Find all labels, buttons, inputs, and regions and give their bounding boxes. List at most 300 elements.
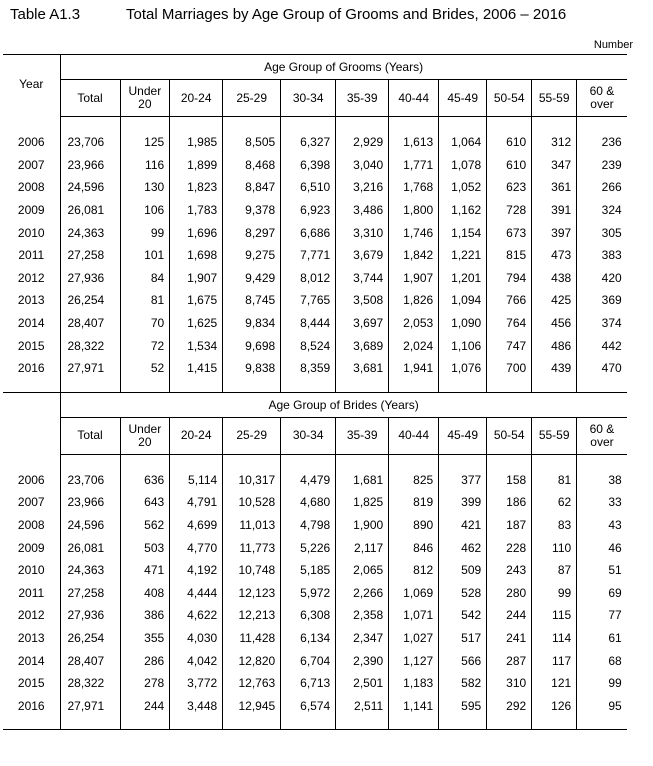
spacer: [170, 117, 223, 132]
year-header-blank: [3, 417, 60, 454]
brides-column-header-9: 55-59: [532, 417, 577, 454]
brides-value-cell: 24,596: [60, 514, 120, 537]
brides-table-row: [3, 536, 627, 559]
grooms-column-header-5: 35-39: [336, 80, 389, 117]
brides-value-cell: 846: [389, 536, 439, 559]
grooms-value-cell: 6,923: [281, 199, 336, 222]
brides-table-row: [3, 604, 627, 627]
brides-column-header-3: 25-29: [223, 417, 281, 454]
brides-value-cell: 12,763: [223, 672, 281, 695]
spacer: [281, 380, 336, 393]
table-number: Table A1.3: [10, 6, 81, 23]
brides-value-cell: 126: [532, 694, 577, 717]
grooms-value-cell: 1,823: [170, 176, 223, 199]
brides-value-cell: 11,428: [223, 627, 281, 650]
spacer: [3, 454, 60, 469]
brides-column-header-7: 45-49: [439, 417, 487, 454]
brides-value-cell: 1,127: [389, 649, 439, 672]
brides-value-cell: 4,192: [170, 559, 223, 582]
spacer: [336, 117, 389, 132]
brides-table-row: [3, 559, 627, 582]
year-cell: 2008: [17, 180, 45, 195]
grooms-value-cell: 26,081: [60, 199, 120, 222]
spacer: [577, 717, 627, 730]
grooms-table-row: [3, 267, 627, 290]
brides-value-cell: 582: [439, 672, 487, 695]
spacer: [223, 380, 281, 393]
grooms-value-cell: 27,936: [60, 267, 120, 290]
grooms-value-cell: 486: [532, 334, 577, 357]
spacer: [439, 717, 487, 730]
brides-value-cell: 33: [577, 491, 627, 514]
brides-value-cell: 4,042: [170, 649, 223, 672]
grooms-value-cell: 23,706: [60, 131, 120, 154]
year-cell: 2009: [17, 540, 45, 555]
spacer: [60, 717, 120, 730]
grooms-value-cell: 3,310: [336, 221, 389, 244]
brides-value-cell: 27,258: [60, 582, 120, 605]
grooms-value-cell: 8,468: [223, 154, 281, 177]
brides-value-cell: 566: [439, 649, 487, 672]
brides-value-cell: 1,681: [336, 469, 389, 492]
spacer: [532, 454, 577, 469]
spacer: [487, 454, 532, 469]
grooms-value-cell: 1,800: [389, 199, 439, 222]
grooms-value-cell: 8,505: [223, 131, 281, 154]
grooms-value-cell: 764: [487, 312, 532, 335]
grooms-value-cell: 7,765: [281, 289, 336, 312]
grooms-value-cell: 1,771: [389, 154, 439, 177]
brides-value-cell: 4,479: [281, 469, 336, 492]
brides-value-cell: 1,069: [389, 582, 439, 605]
grooms-value-cell: 27,258: [60, 244, 120, 267]
grooms-value-cell: 28,407: [60, 312, 120, 335]
brides-value-cell: 5,185: [281, 559, 336, 582]
brides-value-cell: 1,183: [389, 672, 439, 695]
brides-column-header-1: Under 20: [120, 417, 170, 454]
spacer: [336, 380, 389, 393]
spacer: [281, 454, 336, 469]
brides-value-cell: 2,065: [336, 559, 389, 582]
grooms-value-cell: 24,596: [60, 176, 120, 199]
brides-value-cell: 386: [120, 604, 170, 627]
grooms-value-cell: 1,907: [170, 267, 223, 290]
brides-value-cell: 27,971: [60, 694, 120, 717]
grooms-value-cell: 9,378: [223, 199, 281, 222]
brides-value-cell: 2,347: [336, 627, 389, 650]
brides-value-cell: 1,825: [336, 491, 389, 514]
grooms-value-cell: 425: [532, 289, 577, 312]
brides-value-cell: 825: [389, 469, 439, 492]
year-cell: 2010: [17, 225, 45, 240]
grooms-value-cell: 1,154: [439, 221, 487, 244]
spacer: [487, 717, 532, 730]
year-cell: 2012: [17, 270, 45, 285]
year-cell: 2011: [18, 248, 45, 263]
brides-group-heading: Age Group of Brides (Years): [60, 392, 627, 417]
brides-value-cell: 12,123: [223, 582, 281, 605]
year-cell: 2009: [17, 203, 45, 218]
grooms-table-row: [3, 334, 627, 357]
grooms-column-header-10: 60 & over: [577, 80, 627, 117]
grooms-value-cell: 7,771: [281, 244, 336, 267]
year-cell: 2016: [17, 698, 45, 713]
grooms-value-cell: 1,064: [439, 131, 487, 154]
grooms-value-cell: 2,929: [336, 131, 389, 154]
grooms-value-cell: 397: [532, 221, 577, 244]
brides-value-cell: 292: [487, 694, 532, 717]
brides-value-cell: 562: [120, 514, 170, 537]
brides-column-header-6: 40-44: [389, 417, 439, 454]
year-cell: 2013: [17, 293, 45, 308]
grooms-value-cell: 28,322: [60, 334, 120, 357]
brides-value-cell: 121: [532, 672, 577, 695]
brides-value-cell: 6,574: [281, 694, 336, 717]
brides-value-cell: 228: [487, 536, 532, 559]
spacer: [170, 717, 223, 730]
unit-label: Number: [593, 39, 633, 51]
grooms-column-header-8: 50-54: [487, 80, 532, 117]
grooms-value-cell: 1,941: [389, 357, 439, 380]
brides-value-cell: 114: [532, 627, 577, 650]
brides-value-cell: 4,444: [170, 582, 223, 605]
brides-value-cell: 23,706: [60, 469, 120, 492]
year-cell: 2016: [17, 361, 45, 376]
brides-value-cell: 10,317: [223, 469, 281, 492]
brides-table-row: [3, 627, 627, 650]
spacer: [170, 454, 223, 469]
spacer: [487, 117, 532, 132]
grooms-value-cell: 81: [120, 289, 170, 312]
grooms-value-cell: 3,040: [336, 154, 389, 177]
spacer: [389, 117, 439, 132]
grooms-value-cell: 1,675: [170, 289, 223, 312]
brides-value-cell: 1,071: [389, 604, 439, 627]
brides-value-cell: 890: [389, 514, 439, 537]
brides-value-cell: 528: [439, 582, 487, 605]
brides-value-cell: 310: [487, 672, 532, 695]
grooms-value-cell: 6,327: [281, 131, 336, 154]
grooms-value-cell: 312: [532, 131, 577, 154]
brides-value-cell: 87: [532, 559, 577, 582]
grooms-value-cell: 8,444: [281, 312, 336, 335]
grooms-value-cell: 1,415: [170, 357, 223, 380]
grooms-value-cell: 52: [120, 357, 170, 380]
brides-value-cell: 27,936: [60, 604, 120, 627]
brides-value-cell: 23,966: [60, 491, 120, 514]
brides-value-cell: 99: [532, 582, 577, 605]
brides-value-cell: 1,141: [389, 694, 439, 717]
grooms-value-cell: 815: [487, 244, 532, 267]
grooms-value-cell: 1,907: [389, 267, 439, 290]
brides-value-cell: 399: [439, 491, 487, 514]
grooms-value-cell: 305: [577, 221, 627, 244]
year-cell: 2007: [17, 495, 45, 510]
year-header: Year: [3, 55, 60, 117]
table-title: [10, 6, 650, 23]
spacer: [120, 117, 170, 132]
spacer: [532, 117, 577, 132]
spacer: [120, 380, 170, 393]
grooms-value-cell: 84: [120, 267, 170, 290]
spacer: [487, 380, 532, 393]
year-cell: 2012: [17, 608, 45, 623]
grooms-value-cell: 239: [577, 154, 627, 177]
brides-value-cell: 110: [532, 536, 577, 559]
grooms-value-cell: 1,076: [439, 357, 487, 380]
grooms-value-cell: 3,508: [336, 289, 389, 312]
brides-table-row: [3, 672, 627, 695]
brides-value-cell: 10,748: [223, 559, 281, 582]
grooms-value-cell: 130: [120, 176, 170, 199]
brides-value-cell: 4,030: [170, 627, 223, 650]
brides-value-cell: 408: [120, 582, 170, 605]
grooms-value-cell: 1,842: [389, 244, 439, 267]
brides-value-cell: 241: [487, 627, 532, 650]
year-cell: 2006: [17, 472, 45, 487]
grooms-value-cell: 1,696: [170, 221, 223, 244]
brides-value-cell: 6,134: [281, 627, 336, 650]
grooms-value-cell: 8,745: [223, 289, 281, 312]
year-cell: 2007: [17, 157, 45, 172]
spacer: [439, 117, 487, 132]
brides-value-cell: 471: [120, 559, 170, 582]
brides-value-cell: 95: [577, 694, 627, 717]
grooms-value-cell: 27,971: [60, 357, 120, 380]
brides-value-cell: 12,945: [223, 694, 281, 717]
brides-value-cell: 99: [577, 672, 627, 695]
brides-value-cell: 595: [439, 694, 487, 717]
grooms-value-cell: 728: [487, 199, 532, 222]
brides-spacer-row: [3, 454, 627, 469]
grooms-column-header-row: [3, 80, 627, 117]
year-cell: 2014: [17, 316, 45, 331]
grooms-value-cell: 1,768: [389, 176, 439, 199]
grooms-column-header-7: 45-49: [439, 80, 487, 117]
grooms-value-cell: 9,838: [223, 357, 281, 380]
grooms-table-row: [3, 289, 627, 312]
grooms-value-cell: 456: [532, 312, 577, 335]
grooms-value-cell: 9,834: [223, 312, 281, 335]
brides-value-cell: 503: [120, 536, 170, 559]
brides-value-cell: 517: [439, 627, 487, 650]
spacer: [223, 717, 281, 730]
grooms-value-cell: 1,221: [439, 244, 487, 267]
brides-value-cell: 462: [439, 536, 487, 559]
brides-column-header-8: 50-54: [487, 417, 532, 454]
brides-table-row: [3, 469, 627, 492]
grooms-value-cell: 2,053: [389, 312, 439, 335]
grooms-column-header-0: Total: [60, 80, 120, 117]
grooms-value-cell: 9,429: [223, 267, 281, 290]
grooms-value-cell: 23,966: [60, 154, 120, 177]
grooms-value-cell: 473: [532, 244, 577, 267]
brides-value-cell: 46: [577, 536, 627, 559]
grooms-value-cell: 70: [120, 312, 170, 335]
year-cell: 2010: [17, 563, 45, 578]
brides-value-cell: 186: [487, 491, 532, 514]
year-cell: 2014: [17, 653, 45, 668]
brides-table-row: [3, 694, 627, 717]
grooms-value-cell: 3,697: [336, 312, 389, 335]
spacer: [3, 717, 60, 730]
spacer: [281, 717, 336, 730]
grooms-value-cell: 794: [487, 267, 532, 290]
grooms-value-cell: 470: [577, 357, 627, 380]
grooms-value-cell: 106: [120, 199, 170, 222]
brides-value-cell: 5,114: [170, 469, 223, 492]
grooms-value-cell: 347: [532, 154, 577, 177]
spacer: [577, 117, 627, 132]
spacer: [3, 117, 60, 132]
brides-value-cell: 10,528: [223, 491, 281, 514]
spacer: [60, 454, 120, 469]
grooms-value-cell: 9,698: [223, 334, 281, 357]
grooms-value-cell: 747: [487, 334, 532, 357]
grooms-value-cell: 1,826: [389, 289, 439, 312]
year-cell: 2013: [17, 630, 45, 645]
grooms-table-row: [3, 244, 627, 267]
grooms-table-row: [3, 312, 627, 335]
spacer: [389, 454, 439, 469]
brides-value-cell: 51: [577, 559, 627, 582]
grooms-value-cell: 1,052: [439, 176, 487, 199]
brides-value-cell: 2,511: [336, 694, 389, 717]
brides-value-cell: 28,322: [60, 672, 120, 695]
brides-value-cell: 2,390: [336, 649, 389, 672]
grooms-column-header-4: 30-34: [281, 80, 336, 117]
grooms-value-cell: 1,625: [170, 312, 223, 335]
grooms-value-cell: 3,744: [336, 267, 389, 290]
grooms-value-cell: 1,783: [170, 199, 223, 222]
brides-value-cell: 4,699: [170, 514, 223, 537]
brides-column-header-4: 30-34: [281, 417, 336, 454]
brides-value-cell: 542: [439, 604, 487, 627]
brides-value-cell: 4,622: [170, 604, 223, 627]
spacer: [577, 380, 627, 393]
grooms-value-cell: 1,899: [170, 154, 223, 177]
brides-value-cell: 5,972: [281, 582, 336, 605]
grooms-value-cell: 236: [577, 131, 627, 154]
grooms-value-cell: 6,398: [281, 154, 336, 177]
grooms-value-cell: 3,216: [336, 176, 389, 199]
brides-value-cell: 278: [120, 672, 170, 695]
brides-value-cell: 6,704: [281, 649, 336, 672]
brides-value-cell: 6,308: [281, 604, 336, 627]
grooms-value-cell: 374: [577, 312, 627, 335]
brides-value-cell: 69: [577, 582, 627, 605]
brides-value-cell: 1,900: [336, 514, 389, 537]
year-cell: 2015: [17, 676, 45, 691]
grooms-value-cell: 1,078: [439, 154, 487, 177]
year-cell: 2015: [17, 338, 45, 353]
brides-table-row: [3, 582, 627, 605]
brides-value-cell: 377: [439, 469, 487, 492]
brides-value-cell: 2,266: [336, 582, 389, 605]
brides-value-cell: 243: [487, 559, 532, 582]
grooms-value-cell: 438: [532, 267, 577, 290]
year-cell: 2008: [17, 518, 45, 533]
brides-value-cell: 68: [577, 649, 627, 672]
grooms-value-cell: 101: [120, 244, 170, 267]
brides-value-cell: 4,791: [170, 491, 223, 514]
grooms-value-cell: 1,698: [170, 244, 223, 267]
brides-value-cell: 3,448: [170, 694, 223, 717]
grooms-value-cell: 383: [577, 244, 627, 267]
brides-table-row: [3, 514, 627, 537]
grooms-value-cell: 700: [487, 357, 532, 380]
year-cell: 2006: [17, 135, 45, 150]
grooms-table-row: [3, 221, 627, 244]
brides-value-cell: 244: [487, 604, 532, 627]
grooms-value-cell: 6,686: [281, 221, 336, 244]
grooms-table-row: [3, 176, 627, 199]
grooms-value-cell: 439: [532, 357, 577, 380]
grooms-table-row: [3, 154, 627, 177]
grooms-value-cell: 766: [487, 289, 532, 312]
grooms-value-cell: 24,363: [60, 221, 120, 244]
spacer: [3, 380, 60, 393]
spacer: [170, 380, 223, 393]
grooms-value-cell: 8,359: [281, 357, 336, 380]
grooms-value-cell: 1,613: [389, 131, 439, 154]
grooms-value-cell: 6,510: [281, 176, 336, 199]
grooms-column-header-2: 20-24: [170, 80, 223, 117]
brides-column-header-5: 35-39: [336, 417, 389, 454]
grooms-value-cell: 1,746: [389, 221, 439, 244]
brides-column-header-0: Total: [60, 417, 120, 454]
brides-value-cell: 81: [532, 469, 577, 492]
spacer: [223, 454, 281, 469]
brides-group-header-row: [3, 392, 627, 417]
brides-value-cell: 3,772: [170, 672, 223, 695]
brides-value-cell: 812: [389, 559, 439, 582]
grooms-value-cell: 3,689: [336, 334, 389, 357]
grooms-value-cell: 369: [577, 289, 627, 312]
grooms-value-cell: 420: [577, 267, 627, 290]
brides-value-cell: 4,770: [170, 536, 223, 559]
brides-value-cell: 11,013: [223, 514, 281, 537]
grooms-value-cell: 3,486: [336, 199, 389, 222]
brides-value-cell: 24,363: [60, 559, 120, 582]
grooms-column-header-9: 55-59: [532, 80, 577, 117]
grooms-value-cell: 266: [577, 176, 627, 199]
grooms-value-cell: 99: [120, 221, 170, 244]
year-header-blank: [3, 392, 60, 417]
brides-value-cell: 158: [487, 469, 532, 492]
brides-value-cell: 2,117: [336, 536, 389, 559]
brides-value-cell: 244: [120, 694, 170, 717]
grooms-value-cell: 8,524: [281, 334, 336, 357]
year-cell: 2011: [18, 585, 45, 600]
brides-value-cell: 1,027: [389, 627, 439, 650]
spacer: [439, 380, 487, 393]
brides-value-cell: 115: [532, 604, 577, 627]
brides-trailing-spacer: [3, 717, 627, 730]
spacer: [389, 380, 439, 393]
grooms-value-cell: 9,275: [223, 244, 281, 267]
spacer: [577, 454, 627, 469]
brides-value-cell: 77: [577, 604, 627, 627]
brides-column-header-2: 20-24: [170, 417, 223, 454]
grooms-value-cell: 623: [487, 176, 532, 199]
spacer: [223, 117, 281, 132]
grooms-value-cell: 8,297: [223, 221, 281, 244]
brides-value-cell: 62: [532, 491, 577, 514]
brides-value-cell: 28,407: [60, 649, 120, 672]
grooms-value-cell: 3,679: [336, 244, 389, 267]
brides-value-cell: 421: [439, 514, 487, 537]
